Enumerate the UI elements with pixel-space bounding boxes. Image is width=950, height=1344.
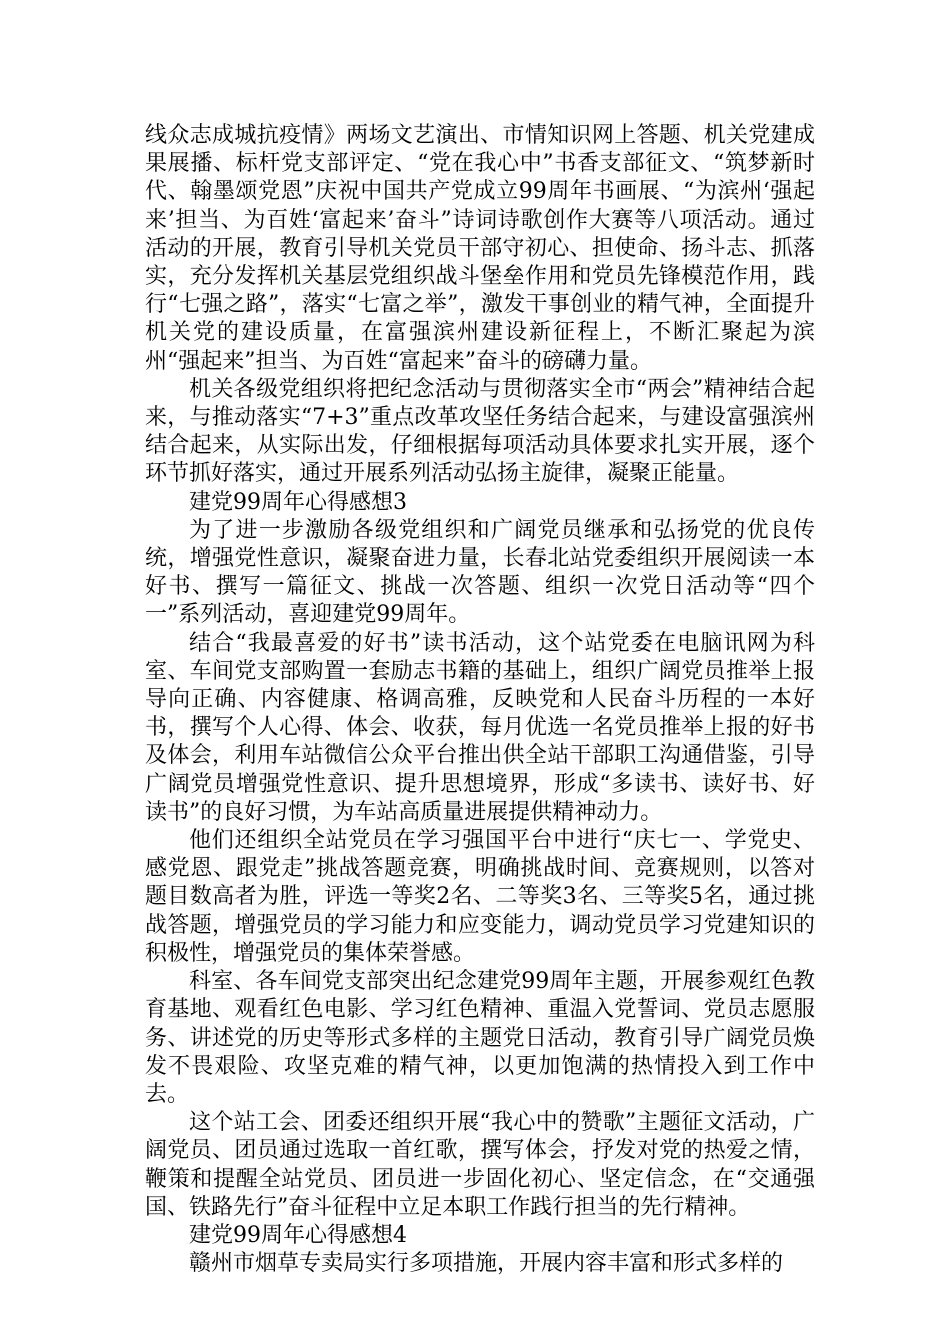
paragraph: 机关各级党组织将把纪念活动与贯彻落实全市“两会”精神结合起来，与推动落实“7+3”重点改革攻坚任务结合起来，与建设富强滨州结合起来，从实际出发，仔细根据每项活动具体要求扎实开展，逐个环节抓好落实，通过开展系列活动弘扬主旋律，凝聚正能量。 [145, 376, 815, 487]
paragraph: 他们还组织全站党员在学习强国平台中进行“庆七一、学党史、感党恩、跟党走”挑战答题竞赛，明确挑战时间、竞赛规则，以答对题目数高者为胜，评选一等奖2名、二等奖3名、三等奖5名，通过挑战答题，增强党员的学习能力和应变能力，调动党员学习党建知识的积极性，增强党员的集体荣誉感。 [145, 828, 815, 966]
paragraph: 这个站工会、团委还组织开展“我心中的赞歌”主题征文活动，广阔党员、团员通过选取一首红歌，撰写体会，抒发对党的热爱之情，鞭策和提醒全站党员、团员进一步固化初心、坚定信念，在“交通强国、铁路先行”奋斗征程中立足本职工作践行担当的先行精神。 [145, 1110, 815, 1220]
paragraph: 为了进一步激励各级党组织和广阔党员继承和弘扬党的优良传统，增强党性意识，凝聚奋进力量，长春北站党委组织开展阅读一本好书、撰写一篇征文、挑战一次答题、组织一次党日活动等“四个一”系列活动，喜迎建党99周年。 [145, 517, 815, 628]
section-heading: 建党99周年心得感想3 [189, 489, 407, 515]
paragraph: 科室、各车间党支部突出纪念建党99周年主题，开展参观红色教育基地、观看红色电影、学习红色精神、重温入党誓词、党员志愿服务、讲述党的历史等形式多样的主题党日活动，教育引导广阔党员焕发不畏艰险、攻坚克难的精气神，以更加饱满的热情投入到工作中去。 [145, 969, 815, 1107]
paragraph: 结合“我最喜爱的好书”读书活动，这个站党委在电脑讯网为科室、车间党支部购置一套励志书籍的基础上，组织广阔党员推举上报导向正确、内容健康、格调高雅，反映党和人民奋斗历程的一本好书，撰写个人心得、体会、收获，每月优选一名党员推举上报的好书及体会，利用车站微信公众平台推出供全站干部职工沟通借鉴，引导广阔党员增强党性意识、提升思想境界，形成“多读书、读好书、好读书”的良好习惯，为车站高质量进展提供精神动力。 [145, 630, 815, 825]
section-heading: 建党99周年心得感想4 [189, 1222, 407, 1248]
paragraph: 赣州市烟草专卖局实行多项措施，开展内容丰富和形式多样的 [189, 1251, 784, 1277]
document-page [145, 122, 815, 1278]
paragraph-continued: 线众志成城抗疫情》两场文艺演出、市情知识网上答题、机关党建成果展播、标杆党支部评定、“党在我心中”书香支部征文、“筑梦新时代、翰墨颂党恩”庆祝中国共产党成立99周年书画展、“为滨州‘强起来’担当、为百姓‘富起来’奋斗”诗词诗歌创作大赛等八项活动。通过活动的开展，教育引导机关党员干部守初心、担使命、扬斗志、抓落实，充分发挥机关基层党组织战斗堡垒作用和党员先锋模范作用，践行“七强之路”，落实“七富之举”，激发干事创业的精气神，全面提升机关党的建设质量，在富强滨州建设新征程上，不断汇聚起为滨州“强起来”担当、为百姓“富起来”奋斗的磅礴力量。 [145, 123, 815, 374]
